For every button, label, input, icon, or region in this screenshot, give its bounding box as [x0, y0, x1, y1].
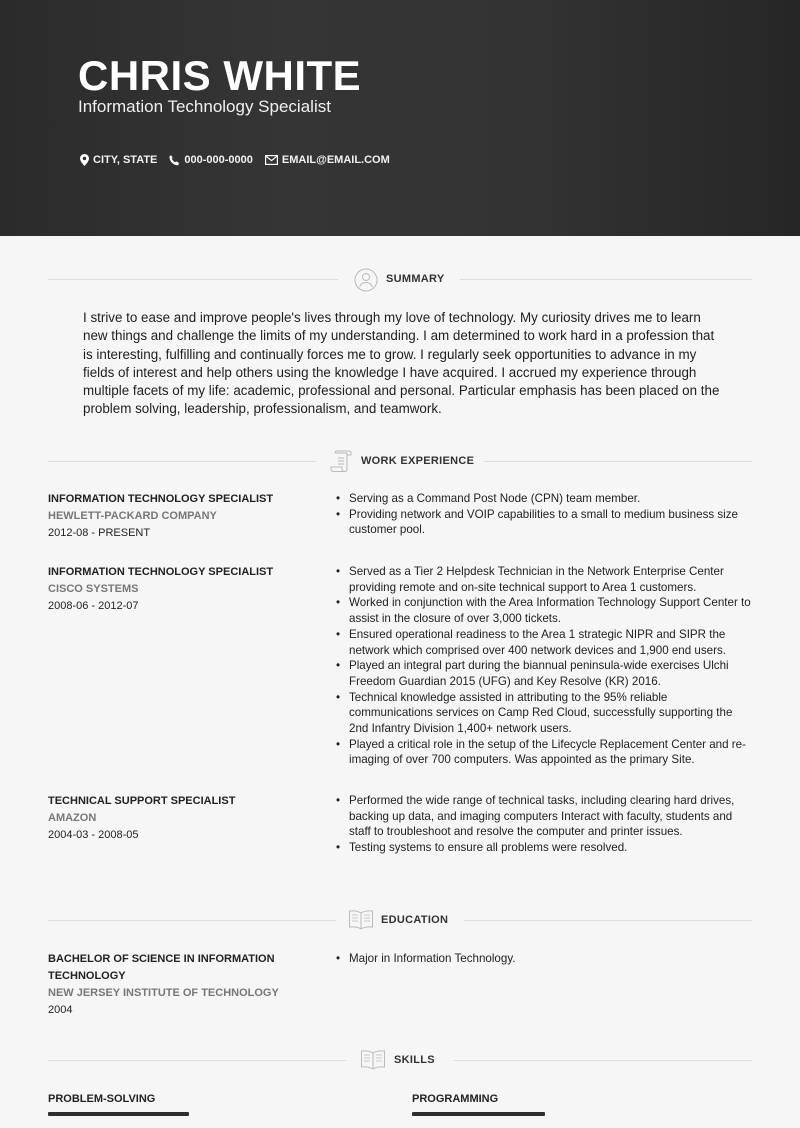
user-icon	[354, 268, 378, 292]
skill-name: PROBLEM-SOLVING	[48, 1093, 156, 1105]
list-item: • Performed the wide range of technical tasks, including clearing hard drives, backing up data, and imaging computers Interact with faculty, students and staff to troubleshoot and resolve the computer and printer issues.	[334, 793, 754, 840]
job-company: HEWLETT-PACKARD COMPANY	[48, 510, 217, 522]
list-item: • Technical knowledge assisted in attributing to the 95% reliable communications services on Camp Red Cloud, successfully supporting the 2nd Infantry Division 1,400+ network users.	[334, 690, 754, 737]
job-bullets	[334, 564, 754, 768]
job-bullets	[334, 491, 754, 538]
summary-heading	[48, 268, 752, 292]
skill-problem-solving	[48, 1092, 189, 1116]
divider	[48, 279, 338, 280]
school-name: NEW JERSEY INSTITUTE OF TECHNOLOGY	[48, 987, 279, 999]
phone-text: 000-000-0000	[184, 154, 253, 166]
list-item: • Ensured operational readiness to the Area 1 strategic NIPR and SIPR the network which comprised over 400 network devices and 1,900 end users.	[334, 627, 754, 658]
divider	[464, 920, 752, 921]
list-item: • Worked in conjunction with the Area Information Technology Support Center to assist in the closure of over 3,000 tickets.	[334, 595, 754, 626]
email-text: EMAIL@EMAIL.COM	[281, 154, 390, 166]
education-title: EDUCATION	[381, 914, 449, 926]
phone-icon	[169, 155, 180, 166]
list-item: • Major in Information Technology.	[334, 951, 754, 967]
job-dates: 2004-03 - 2008-05	[48, 829, 139, 841]
skill-name: PROGRAMMING	[412, 1093, 499, 1105]
job-meta	[48, 564, 298, 615]
skill-programming	[412, 1092, 553, 1116]
contact-location	[80, 154, 157, 166]
summary-title: SUMMARY	[386, 273, 445, 285]
scroll-icon	[330, 450, 352, 474]
list-item: • Testing systems to ensure all problems were resolved.	[334, 840, 754, 856]
divider	[48, 920, 336, 921]
skills-heading	[48, 1049, 752, 1073]
book-icon	[348, 909, 374, 931]
contact-email[interactable]	[265, 154, 390, 166]
job-title: INFORMATION TECHNOLOGY SPECIALIST	[48, 493, 274, 505]
job-meta	[48, 793, 298, 844]
list-item: • Played an integral part during the biannual peninsula-wide exercises Ulchi Freedom Guardian 2015 (UFG) and Key Resolve (KR) 2016.	[334, 658, 754, 689]
job-meta	[48, 491, 298, 542]
job-dates: 2012-08 - PRESENT	[48, 527, 151, 539]
job-company: AMAZON	[48, 812, 97, 824]
job-dates: 2008-06 - 2012-07	[48, 600, 139, 612]
job-bullets	[334, 793, 754, 856]
education-bullets	[334, 951, 754, 967]
divider	[48, 461, 316, 462]
list-item: • Providing network and VOIP capabilities to a small to medium business size customer pool.	[334, 507, 754, 538]
work-experience-title: WORK EXPERIENCE	[361, 455, 475, 467]
list-item: • Serving as a Command Post Node (CPN) team member.	[334, 491, 754, 507]
list-item: • Served as a Tier 2 Helpdesk Technician in the Network Enterprise Center providing remote and on-site technical support to Area 1 customers.	[334, 564, 754, 595]
skill-level-bar	[48, 1112, 189, 1116]
location-text: CITY, STATE	[93, 154, 158, 166]
book-icon	[360, 1049, 386, 1071]
education-heading	[48, 909, 752, 933]
degree-title: BACHELOR OF SCIENCE IN INFORMATION TECHNOLOGY	[48, 953, 275, 982]
email-icon	[265, 155, 278, 165]
candidate-title: Information Technology Specialist	[78, 97, 331, 116]
skill-level-bar	[412, 1112, 545, 1116]
resume-header	[0, 0, 800, 236]
job-company: CISCO SYSTEMS	[48, 583, 139, 595]
divider	[454, 1060, 752, 1061]
work-experience-heading	[48, 450, 752, 474]
divider	[48, 1060, 346, 1061]
job-title: INFORMATION TECHNOLOGY SPECIALIST	[48, 566, 274, 578]
candidate-name: CHRIS WHITE	[78, 52, 362, 99]
contact-info	[80, 154, 402, 166]
graduation-year: 2004	[48, 1004, 73, 1016]
skills-title: SKILLS	[394, 1054, 435, 1066]
contact-phone[interactable]	[169, 154, 253, 166]
education-meta	[48, 951, 288, 1019]
summary-text: I strive to ease and improve people's lives through my love of technology. My curiosity drives me to learn new things and challenge the limits of my understanding. I am determined to work hard in a profession that is interesting, fulfilling and continually forces me to grow. I regularly seek opportunities to advance in my fields of interest and help others using the knowledge I have acquired. I accrued my experience through multiple facets of my life: academic, professional and personal. Particular emphasis has been placed on the problem solving, leadership, professionalism, and teamwork.	[83, 310, 720, 417]
list-item: • Played a critical role in the setup of the Lifecycle Replacement Center and re-imaging of over 700 computers. Was appointed as the primary Site.	[334, 737, 754, 768]
map-pin-icon	[80, 154, 89, 166]
divider	[484, 461, 752, 462]
divider	[460, 279, 752, 280]
job-title: TECHNICAL SUPPORT SPECIALIST	[48, 795, 236, 807]
